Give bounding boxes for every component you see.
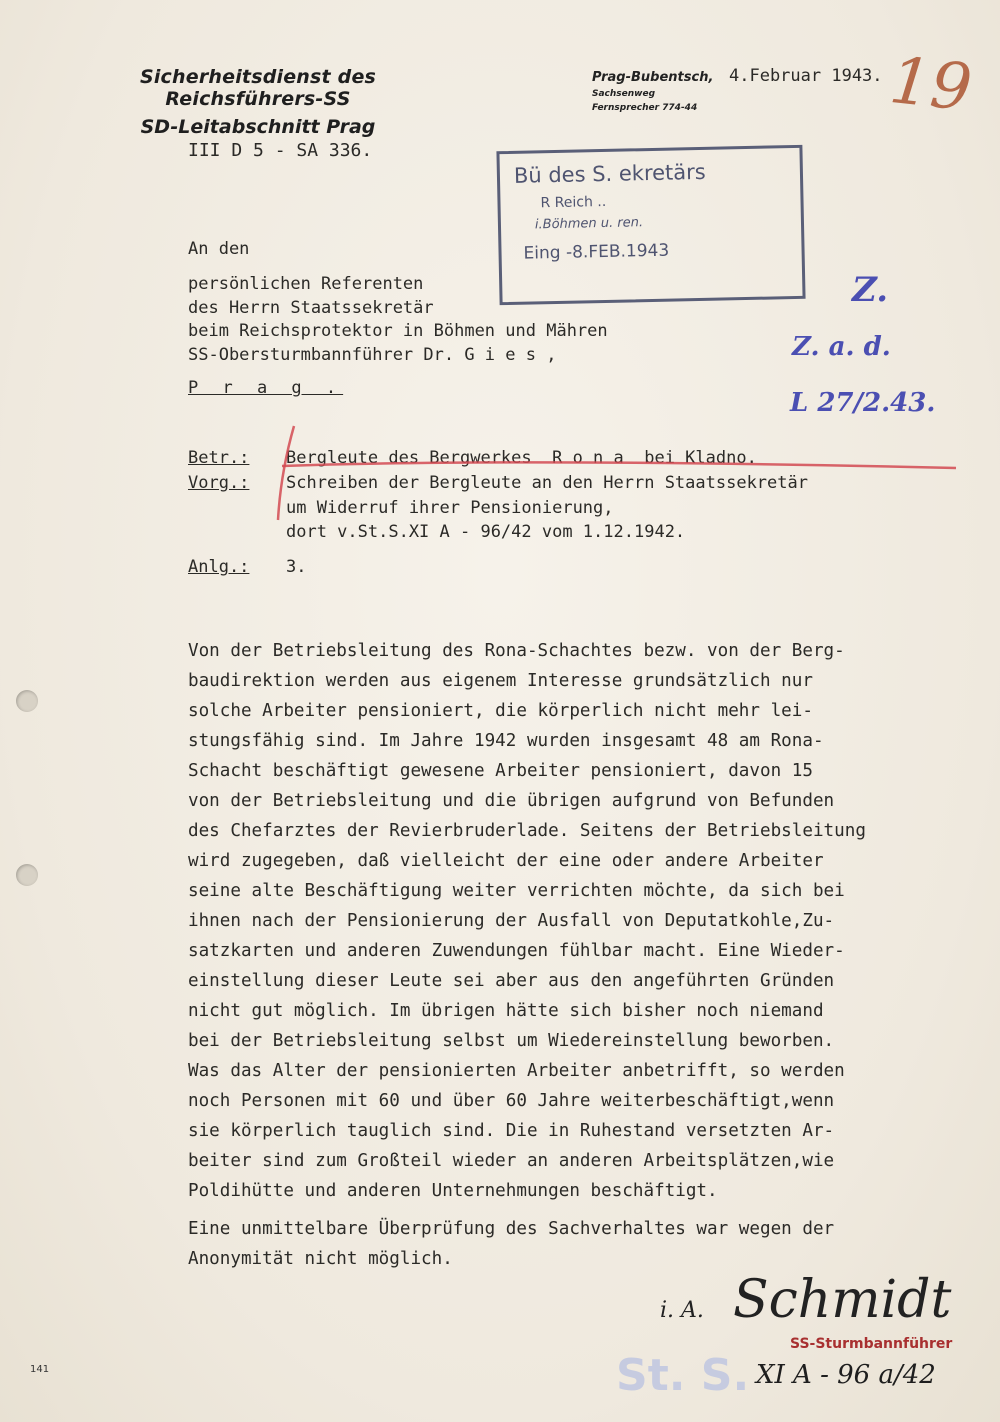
- handwritten-date-note: L 27/2.43.: [790, 388, 936, 418]
- recipient-address: [188, 238, 608, 401]
- reference-number: III D 5 - SA 336.: [188, 140, 373, 161]
- address-line: An den: [188, 239, 250, 259]
- address-line: persönlichen Referenten: [188, 274, 424, 295]
- signature-block: [660, 1270, 951, 1330]
- body-line: baudirektion werden aus eigenem Interesse grundsätzlich nur: [188, 671, 813, 691]
- stamp-line-2: R Reich ..: [540, 193, 607, 212]
- vorg-label: Vorg.:: [188, 472, 250, 493]
- body-line: bei der Betriebsleitung selbst um Wiedereinstellung beworben.: [188, 1031, 835, 1051]
- letterhead-phone: Fernsprecher 774-44: [592, 103, 698, 113]
- letterhead-line-1: Sicherheitsdienst des Reichsführers-SS: [139, 66, 377, 110]
- body-line: ihnen nach der Pensionierung der Ausfall von Deputatkohle,Zu-: [188, 911, 835, 931]
- body-line: satzkarten und anderen Zuwendungen fühlbar macht. Eine Wieder-: [188, 941, 845, 961]
- address-city: P r a g .: [188, 378, 344, 399]
- letter-body: [188, 636, 968, 1274]
- body-line: noch Personen mit 60 und über 60 Jahre weiterbeschäftigt,wenn: [188, 1091, 835, 1111]
- letterhead-address: [592, 70, 713, 113]
- vorg-line: Schreiben der Bergleute an den Herrn Staatssekretär: [286, 472, 808, 493]
- letter-date: 4.Februar 1943.: [729, 66, 883, 86]
- punch-hole: [16, 864, 38, 886]
- betr-label: Betr.:: [188, 448, 250, 468]
- letterhead-city: Prag-Bubentsch,: [592, 70, 714, 85]
- body-line: Von der Betriebsleitung des Rona-Schachtes bezw. von der Berg-: [188, 641, 845, 661]
- body-line: Anonymität nicht möglich.: [188, 1249, 453, 1269]
- body-line: stungsfähig sind. Im Jahre 1942 wurden insgesamt 48 am Rona-: [188, 731, 824, 751]
- body-line: einstellung dieser Leute sei aber aus den angeführten Gründen: [188, 971, 835, 991]
- address-line: SS-Obersturmbannführer Dr. G i e s ,: [188, 344, 557, 365]
- stamp-line-1: Bü des S. ekretärs: [513, 159, 706, 188]
- red-pencil-underline: [280, 456, 960, 472]
- rank-stamp: SS-Sturmbannführer: [790, 1336, 953, 1352]
- body-line: beiter sind zum Großteil wieder an anderen Arbeitsplätzen,wie: [188, 1151, 835, 1171]
- handwritten-note: Z. a. d.: [792, 332, 891, 362]
- red-pencil-mark: [272, 424, 302, 524]
- body-line: solche Arbeiter pensioniert, die körperlich nicht mehr lei-: [188, 701, 813, 721]
- body-line: sie körperlich tauglich sind. Die in Ruhestand versetzten Ar-: [188, 1121, 835, 1141]
- faint-office-stamp: St. S.: [616, 1350, 750, 1401]
- vorg-line: um Widerruf ihrer Pensionierung,: [286, 497, 614, 518]
- handwritten-initial: Z.: [852, 270, 889, 310]
- page-number: 141: [30, 1364, 50, 1375]
- body-line: seine alte Beschäftigung weiter verrichten möchte, da sich bei: [188, 881, 845, 901]
- anlg-text: 3.: [286, 557, 307, 578]
- handwritten-signature: Schmidt: [733, 1270, 952, 1330]
- body-line: wird zugegeben, daß vielleicht der eine oder andere Arbeiter: [188, 851, 824, 871]
- body-line: nicht gut möglich. Im übrigen hätte sich bisher noch niemand: [188, 1001, 824, 1021]
- address-line: des Herrn Staatssekretär: [188, 297, 434, 318]
- body-line: des Chefarztes der Revierbruderlade. Seitens der Betriebsleitung: [188, 821, 866, 841]
- signature-prefix: i. A.: [660, 1298, 704, 1323]
- punch-hole: [16, 690, 38, 712]
- body-line: Was das Alter der pensionierten Arbeiter anbetrifft, so werden: [188, 1061, 845, 1081]
- letterhead-line-2: SD-Leitabschnitt Prag: [140, 116, 376, 138]
- body-line: von der Betriebsleitung und die übrigen aufgrund von Befunden: [188, 791, 835, 811]
- stamp-date: Eing -8.FEB.1943: [523, 240, 670, 264]
- betr-text: Bergleute des Bergwerkes R o n a bei Kladno.: [286, 448, 757, 468]
- stamp-line-3: i.Böhmen u. ren.: [534, 215, 644, 233]
- address-line: beim Reichsprotektor in Böhmen und Mähren: [188, 321, 608, 342]
- letterhead-organization: [58, 66, 458, 138]
- vorg-line: dort v.St.S.XI A - 96/42 vom 1.12.1942.: [286, 522, 686, 543]
- body-line: Poldihütte und anderen Unternehmungen beschäftigt.: [188, 1181, 718, 1201]
- letterhead-street: Sachsenweg: [592, 89, 656, 99]
- handwritten-file-reference: XI A - 96 a/42: [756, 1360, 936, 1390]
- body-line: Eine unmittelbare Überprüfung des Sachverhaltes war wegen der: [188, 1219, 835, 1239]
- anlg-label: Anlg.:: [188, 557, 250, 578]
- folio-number-handwritten: 19: [886, 43, 976, 127]
- body-line: Schacht beschäftigt gewesene Arbeiter pensioniert, davon 15: [188, 761, 813, 781]
